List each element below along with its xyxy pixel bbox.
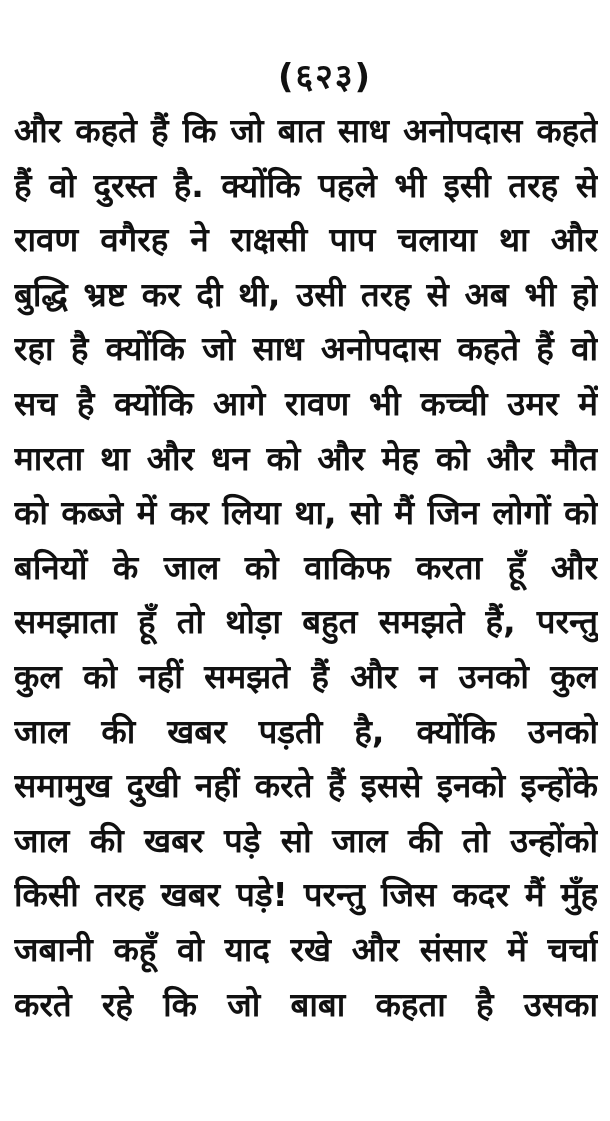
text-line: जाल की खबर पड़ती है, क्योंकि उनको bbox=[14, 711, 598, 751]
text-line: बनियों के जाल को वाकिफ करता हूँ और bbox=[14, 547, 598, 587]
text-line: को कब्जे में कर लिया था, सो मैं जिन लोगों को bbox=[14, 493, 598, 533]
text-line: हैं वो दुरस्त है. क्योंकि पहले भी इसी तरह से bbox=[14, 165, 598, 205]
text-line: रावण वगैरह ने राक्षसी पाप चलाया था और bbox=[14, 220, 598, 260]
text-line: समामुख दुखी नहीं करते हैं इससे इनको इन्होंके bbox=[14, 766, 598, 806]
text-line: करते रहे कि जो बाबा कहता है उसका bbox=[14, 984, 598, 1024]
text-line: किसी तरह खबर पड़े! परन्तु जिस कदर मैं मुँह bbox=[14, 875, 598, 915]
text-line: सच है क्योंकि आगे रावण भी कच्ची उमर में bbox=[14, 383, 598, 423]
text-line: रहा है क्योंकि जो साध अनोपदास कहते हैं वो bbox=[14, 329, 598, 369]
text-line: जाल की खबर पड़े सो जाल की तो उन्होंको bbox=[14, 820, 598, 860]
page-number: (६२३) bbox=[277, 57, 373, 97]
text-line: और कहते हैं कि जो बात साध अनोपदास कहते bbox=[14, 111, 598, 150]
text-line: कुल को नहीं समझते हैं और न उनको कुल bbox=[14, 656, 598, 696]
body-text bbox=[14, 104, 598, 1032]
text-line: मारता था और धन को और मेह को और मौत bbox=[14, 438, 598, 478]
text-line: समझाता हूँ तो थोड़ा बहुत समझते हैं, परन्तु bbox=[14, 602, 598, 642]
text-line: बुद्धि भ्रष्ट कर दी थी, उसी तरह से अब भी हो bbox=[14, 274, 598, 314]
text-line: जबानी कहूँ वो याद रखे और संसार में चर्चा bbox=[14, 929, 598, 969]
